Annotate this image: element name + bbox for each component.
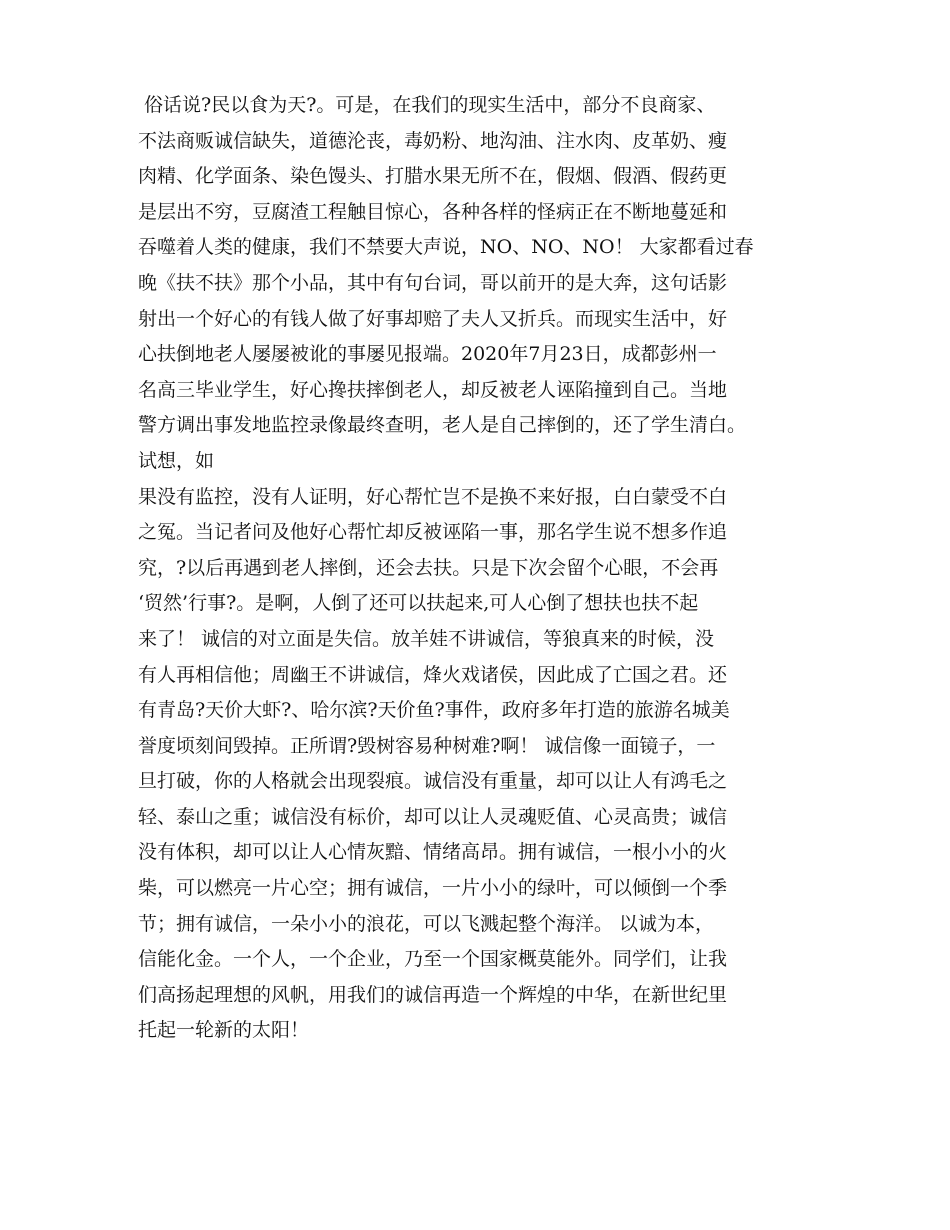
- essay-body: [138, 88, 838, 1049]
- text-line: 节；拥有诚信，一朵小小的浪花，可以飞溅起整个海洋。 以诚为本，: [138, 912, 715, 935]
- text-line: 信能化金。一个人，一个企业，乃至一个国家概莫能外。同学们，让我: [138, 948, 728, 971]
- text-line: 有青岛?天价大虾?、哈尔滨?天价鱼?事件，政府多年打造的旅游名城美: [138, 699, 730, 722]
- text-line: 有人再相信他；周幽王不讲诚信，烽火戏诸侯，因此成了亡国之君。还: [138, 663, 728, 686]
- text-line: 究，?以后再遇到老人摔倒，还会去扶。只是下次会留个心眼，不会再: [138, 556, 719, 579]
- text-line: 来了！ 诚信的对立面是失信。放羊娃不讲诚信，等狼真来的时候，没: [138, 627, 715, 650]
- text-line: 轻、泰山之重；诚信没有标价，却可以让人灵魂贬值、心灵高贵；诚信: [138, 805, 728, 828]
- text-line: 不法商贩诚信缺失，道德沦丧，毒奶粉、地沟油、注水肉、皮革奶、瘦: [138, 129, 728, 152]
- text-line: 没有体积，却可以让人心情灰黯、情绪高昂。拥有诚信，一根小小的火: [138, 841, 728, 864]
- text-line: 是层出不穷，豆腐渣工程触目惊心，各种各样的怪病正在不断地蔓延和: [138, 200, 728, 223]
- text-line: ‘贸然’行事?。是啊，人倒了还可以扶起来,可人心倒了想扶也扶不起: [138, 592, 699, 615]
- text-line: 吞噬着人类的健康，我们不禁要大声说，NO、NO、NO！ 大家都看过春: [138, 236, 754, 259]
- text-line: 托起一轮新的太阳！: [138, 1019, 310, 1042]
- text-line: 俗话说?民以食为天?。可是，在我们的现实生活中，部分不良商家、: [138, 94, 716, 116]
- text-line: 心扶倒地老人屡屡被讹的事屡见报端。2020年7月23日，成都彭州一: [138, 343, 717, 366]
- text-line: 们高扬起理想的风帆，用我们的诚信再造一个辉煌的中华，在新世纪里: [138, 983, 728, 1006]
- text-line: 旦打破，你的人格就会出现裂痕。诚信没有重量，却可以让人有鸿毛之: [138, 770, 728, 793]
- text-line: 柴，可以燃亮一片心空；拥有诚信，一片小小的绿叶，可以倾倒一个季: [138, 877, 728, 900]
- text-line: 名高三毕业学生，好心搀扶摔倒老人，却反被老人诬陷撞到自己。当地: [138, 378, 728, 401]
- text-line: 之冤。当记者问及他好心帮忙却反被诬陷一事，那名学生说不想多作追: [138, 521, 728, 544]
- text-line: 射出一个好心的有钱人做了好事却赔了夫人又折兵。而现实生活中，好: [138, 307, 728, 330]
- text-line: 晚《扶不扶》那个小品，其中有句台词，哥以前开的是大奔，这句话影: [138, 271, 728, 294]
- text-line: 誉度顷刻间毁掉。正所谓?毁树容易种树难?啊！ 诚信像一面镜子，一: [138, 734, 716, 757]
- text-line: 肉精、化学面条、染色馒头、打腊水果无所不在，假烟、假酒、假药更: [138, 165, 728, 188]
- text-line: 果没有监控，没有人证明，好心帮忙岂不是换不来好报，白白蒙受不白: [138, 485, 728, 508]
- text-line: 试想，如: [138, 449, 215, 472]
- text-line: 警方调出事发地监控录像最终查明，老人是自己摔倒的，还了学生清白。: [138, 414, 747, 437]
